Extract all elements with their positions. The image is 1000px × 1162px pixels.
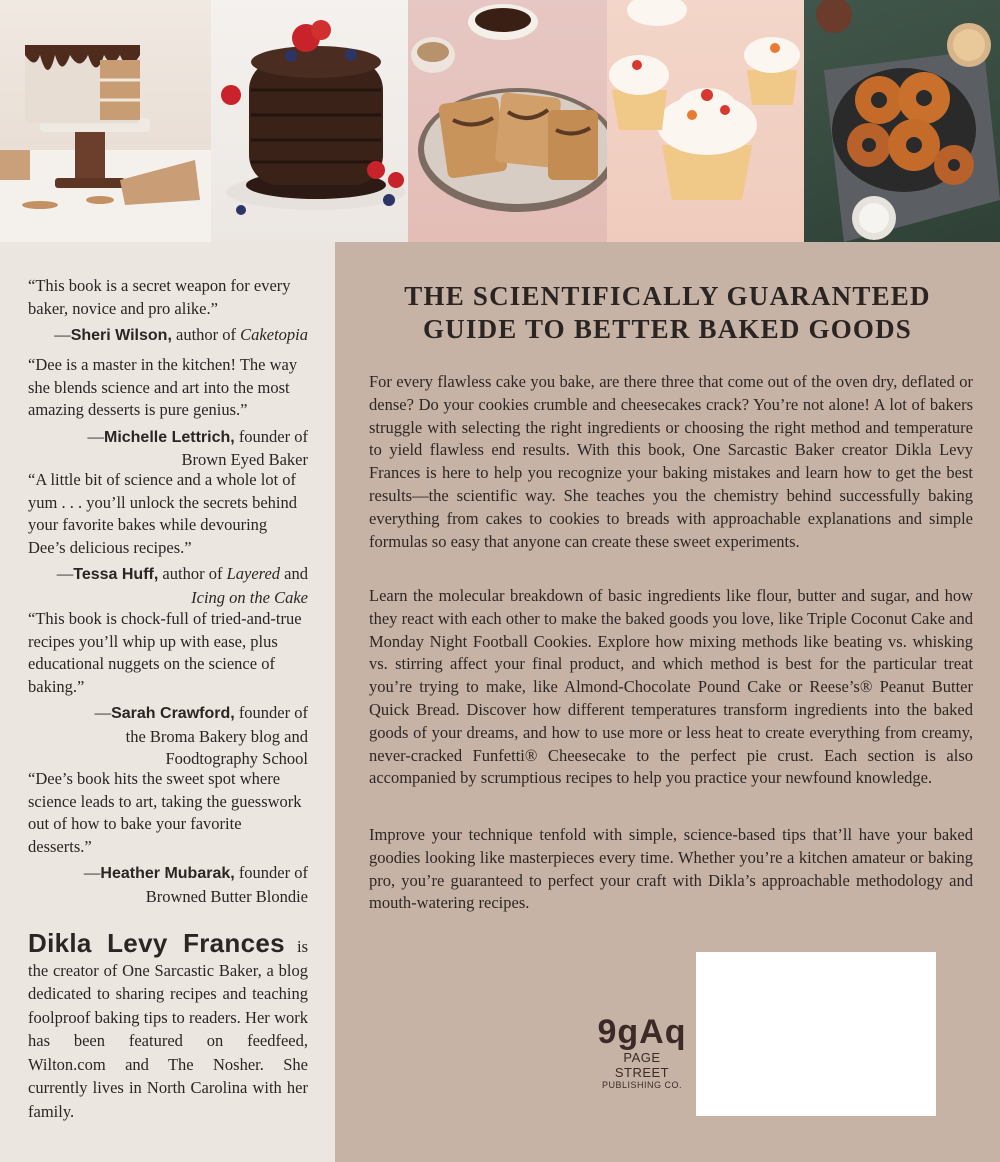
publisher-name: PAGE STREET (614, 1050, 670, 1080)
photo-cupcakes (607, 0, 804, 242)
quote-attribution (28, 563, 308, 609)
author-bio-text: is the creator of One Sarcastic Baker, a blog dedicated to sharing recipes and teaching foolproof baking tips to readers. Her work has been featured on feedfeed, Wilton.com and The Nosher. She currently lives in North Carolina with her family. (28, 937, 308, 1121)
quote-text: “A little bit of science and a whole lot of yum . . . you’ll unlock the secrets behind your favorite bakes while devouring Dee’s delicious recipes.” (28, 470, 297, 557)
description-paragraph (369, 824, 973, 915)
headline-line-2: GUIDE TO BETTER BAKED GOODS (422, 314, 913, 344)
attribution-role: founder of (234, 426, 308, 446)
quote-attribution (28, 862, 308, 908)
photo-donuts (804, 0, 1000, 242)
endorsements-panel (0, 242, 335, 1162)
photo-strip (0, 0, 1000, 242)
attribution-role-line3: Foodtography School (165, 749, 308, 768)
description-paragraph (369, 371, 973, 553)
blondies-illustration (408, 0, 607, 242)
publisher-logo (597, 1014, 687, 1091)
quote-text: “This book is chock-full of tried-and-true recipes you’ll whip up with ease, plus educational nuggets on the science of baking.” (28, 609, 302, 696)
attribution-book-title: Caketopia (240, 325, 308, 344)
photo-chocolate-pancakes (211, 0, 408, 242)
quote-attribution (28, 702, 308, 771)
barcode-placeholder (696, 952, 936, 1116)
photo-drip-cake (0, 0, 211, 242)
endorsement-quote (28, 354, 308, 472)
attribution-role-line2: Brown Eyed Baker (181, 450, 308, 469)
attribution-dash: — (87, 426, 104, 446)
attribution-name: Sheri Wilson, (70, 327, 172, 344)
attribution-dash: — (56, 564, 74, 583)
cupcakes-illustration (607, 0, 804, 242)
paragraph-text: For every flawless cake you bake, are there three that come out of the oven dry, deflated or dense? Do your cookies crumble and cheesecakes crack? You’re not alone! A lot of bakers struggle with selecting the right ingredients or choosing the right method and temperature to yield flawless end results. With this book, One Sarcastic Baker creator Dikla Levy Frances is here to help you recognize your baking mistakes and learn how to get the best results—the scientific way. She teaches you the chemistry behind successfully baking everything from cakes to cookies to breads with approachable explanations and simple formulas so easy that anyone can create these sweet experiments. (369, 372, 973, 551)
headline-line-1: THE SCIENTIFICALLY GUARANTEED (404, 281, 931, 311)
quote-attribution (28, 324, 308, 348)
attribution-name: Tessa Huff, (73, 566, 159, 583)
attribution-dash: — (94, 703, 112, 722)
attribution-book-title-2: Icing on the Cake (191, 587, 308, 607)
endorsement-quote (28, 768, 308, 908)
paragraph-text: Improve your technique tenfold with simple, science-based tips that’ll have your baked goodies looking like masterpieces every time. Whether you’re a kitchen amateur or baking pro, you’re guaranteed to perfect your craft with Dikla’s approachable methodology and mouth-watering recipes. (369, 825, 973, 913)
attribution-role: author of (171, 325, 241, 344)
paragraph-text: Learn the molecular breakdown of basic ingredients like flour, butter and sugar, and how they react with each other to make the baked goods you love, like Triple Coconut Cake and Monday Night Football Cookies. Explore how mixing methods like beating vs. whisking vs. stirring affect your final product, and which method is best for the particular treat you’re trying to make, like Almond-Chocolate Pound Cake or Reese’s® Peanut Butter Quick Bread. Discover how different temperatures transform ingredients into the baked goods of your dreams, and how to use more or less heat to create everything from creamy, never-cracked Funfetti® Cheesecake to the perfect pie crust. Each section is also accompanied by scrumptious recipes to help you practice your newfound knowledge. (369, 586, 973, 788)
endorsement-quote (28, 469, 308, 609)
drip-cake-illustration (0, 0, 211, 242)
attribution-role: founder of (234, 703, 308, 722)
attribution-role: founder of (234, 863, 308, 882)
attribution-dash: — (54, 325, 71, 344)
attribution-name: Heather Mubarak, (100, 865, 235, 882)
endorsement-quote (28, 275, 308, 348)
attribution-role-mid: and (280, 564, 308, 583)
attribution-book-title: Layered (226, 564, 281, 583)
quote-text: “Dee is a master in the kitchen! The way she blends science and art into the most amazing desserts is pure genius.” (28, 355, 298, 419)
attribution-role-line2: the Broma Bakery blog and (125, 726, 308, 746)
headline (335, 280, 1000, 346)
description-paragraph (369, 585, 973, 790)
publisher-mark: 9gAq (597, 1013, 687, 1051)
endorsement-quote (28, 608, 308, 771)
attribution-role-line2: Browned Butter Blondie (145, 886, 308, 906)
attribution-role: author of (158, 564, 227, 583)
donuts-illustration (804, 0, 1000, 242)
quote-text: “This book is a secret weapon for every baker, novice and pro alike.” (28, 276, 291, 318)
publisher-subname: PUBLISHING CO. (601, 1080, 682, 1090)
attribution-name: Sarah Crawford, (111, 705, 235, 722)
description-panel (335, 242, 1000, 1162)
attribution-name: Michelle Lettrich, (103, 428, 235, 446)
photo-blondies (408, 0, 607, 242)
author-bio (28, 928, 308, 1123)
author-name: Dikla Levy Frances (28, 928, 285, 958)
pancakes-illustration (211, 0, 408, 242)
quote-attribution (28, 426, 308, 472)
attribution-dash: — (83, 863, 101, 882)
quote-text: “Dee’s book hits the sweet spot where science leads to art, taking the guesswork out of how to bake your favorite desserts.” (28, 769, 302, 856)
